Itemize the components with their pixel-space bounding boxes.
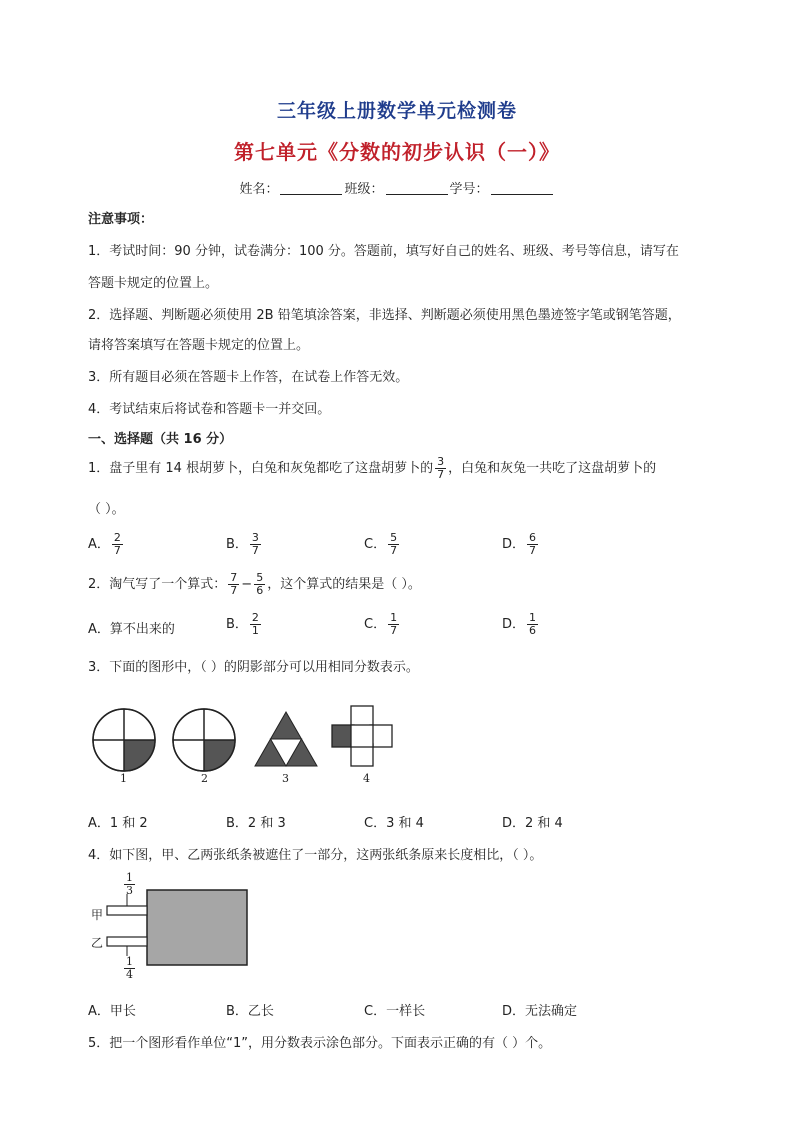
unit-subtitle: 第七单元《分数的初步认识（一）》 <box>234 140 560 164</box>
figure-1-circle <box>93 709 155 771</box>
option-fraction <box>250 612 261 637</box>
frac-denominator: 7 <box>113 544 121 557</box>
option-label: C． <box>364 537 387 552</box>
q3-option-d[interactable]: D．2 和 4 <box>502 816 563 831</box>
frac-denominator: 7 <box>390 544 398 557</box>
question-1-text <box>88 456 656 481</box>
bottom-fraction <box>122 956 137 981</box>
frac-denominator: 6 <box>256 584 264 597</box>
option-fraction <box>388 612 399 637</box>
frac-numerator: 7 <box>230 571 238 584</box>
q2-option-b[interactable] <box>226 612 263 637</box>
frac-denominator: 7 <box>230 584 238 597</box>
q1-fraction <box>435 456 446 481</box>
note-line: 答题卡规定的位置上。 <box>88 276 219 291</box>
frac-denominator: 7 <box>437 468 445 481</box>
option-fraction <box>388 532 399 557</box>
q2-option-d[interactable] <box>502 612 540 637</box>
section-heading: 一、选择题（共 16 分） <box>88 432 233 447</box>
q2-text-part: ，这个算式的结果是（ ）。 <box>267 577 421 592</box>
frac-denominator: 4 <box>126 968 133 981</box>
frac-numerator: 1 <box>126 871 133 884</box>
option-label: B． <box>226 617 248 632</box>
exam-title: 三年级上册数学单元检测卷 <box>276 100 517 122</box>
option-fraction <box>527 532 538 557</box>
q2-text-part: 2．淘气写了一个算式： <box>88 577 227 592</box>
student-info-line <box>0 178 794 197</box>
question-2-text <box>88 572 421 597</box>
notes-heading: 注意事项： <box>88 212 154 227</box>
q1-text-part: ，白兔和灰兔一共吃了这盘胡萝卜的 <box>448 461 657 476</box>
q3-option-c[interactable]: C．3 和 4 <box>364 816 424 831</box>
frac-denominator: 7 <box>390 624 398 637</box>
q4-option-d[interactable]: D．无法确定 <box>502 1004 578 1019</box>
strip-yi <box>107 937 147 946</box>
frac-denominator: 1 <box>251 624 259 637</box>
option-label: A． <box>88 537 110 552</box>
option-fraction <box>112 532 123 557</box>
q2-option-c[interactable] <box>364 612 401 637</box>
figure-label: 3 <box>282 772 289 785</box>
class-blank[interactable] <box>386 182 448 195</box>
option-label: B． <box>226 537 248 552</box>
option-label: D． <box>502 617 526 632</box>
cover-box <box>147 890 247 965</box>
frac-denominator: 6 <box>529 624 537 637</box>
name-blank[interactable] <box>280 182 342 195</box>
id-blank[interactable] <box>491 182 553 195</box>
option-label: D． <box>502 537 526 552</box>
note-line: 1．考试时间：90 分钟，试卷满分：100 分。答题前，填写好自己的姓名、班级、考号等信息，请写在 <box>88 244 679 259</box>
figure-label: 4 <box>363 772 370 785</box>
q1-option-d[interactable] <box>502 532 540 557</box>
frac-numerator: 5 <box>390 531 398 544</box>
strip-jia <box>107 906 147 915</box>
q3-option-a[interactable]: A．1 和 2 <box>88 816 148 831</box>
note-line: 请将答案填写在答题卡规定的位置上。 <box>88 338 310 353</box>
q1-option-a[interactable] <box>88 532 125 557</box>
label-jia: 甲 <box>91 908 104 922</box>
figure-label: 2 <box>201 772 208 785</box>
q4-option-a[interactable]: A．甲长 <box>88 1004 136 1019</box>
frac-numerator: 1 <box>529 611 537 624</box>
question-3-text: 3．下面的图形中，（ ）的阴影部分可以用相同分数表示。 <box>88 660 419 675</box>
note-line: 2．选择题、判断题必须使用 2B 铅笔填涂答案，非选择、判断题必须使用黑色墨迹签字笔或钢笔答题， <box>88 308 681 323</box>
option-label: C． <box>364 617 387 632</box>
name-label: 姓名： <box>239 182 279 197</box>
frac-numerator: 6 <box>529 531 537 544</box>
q4-option-c[interactable]: C．一样长 <box>364 1004 426 1019</box>
id-label: 学号： <box>449 182 489 197</box>
figure-3-triangle <box>255 712 317 766</box>
question-1-blank: （ ）。 <box>88 502 125 517</box>
q4-option-b[interactable]: B．乙长 <box>226 1004 274 1019</box>
fraction <box>124 872 135 897</box>
frac-denominator: 7 <box>251 544 259 557</box>
frac-numerator: 3 <box>437 455 445 468</box>
figure-4-cross <box>332 706 392 766</box>
note-line: 4．考试结束后将试卷和答题卡一并交回。 <box>88 402 331 417</box>
question-4-text: 4．如下图，甲、乙两张纸条被遮住了一部分，这两张纸条原来长度相比，（ ）。 <box>88 848 543 863</box>
frac-numerator: 3 <box>251 531 259 544</box>
figure-2-circle <box>173 709 235 771</box>
frac-denominator: 3 <box>126 884 133 897</box>
q1-option-c[interactable] <box>364 532 401 557</box>
frac-denominator: 7 <box>529 544 537 557</box>
q2-fraction-1 <box>228 572 239 597</box>
label-yi: 乙 <box>91 936 104 950</box>
class-label: 班级： <box>344 182 384 197</box>
minus-sign: − <box>241 577 253 592</box>
figure-label: 1 <box>120 772 127 785</box>
frac-numerator: 5 <box>256 571 264 584</box>
frac-numerator: 2 <box>251 611 259 624</box>
q2-fraction-2 <box>254 572 265 597</box>
q1-text-part: 1．盘子里有 14 根胡萝卜，白兔和灰兔都吃了这盘胡萝卜的 <box>88 461 434 476</box>
option-fraction <box>527 612 538 637</box>
q3-option-b[interactable]: B．2 和 3 <box>226 816 286 831</box>
note-line: 3．所有题目必须在答题卡上作答，在试卷上作答无效。 <box>88 370 409 385</box>
fraction <box>124 956 135 981</box>
frac-numerator: 2 <box>113 531 121 544</box>
q1-option-b[interactable] <box>226 532 263 557</box>
question-5-text: 5．把一个图形看作单位“1”，用分数表示涂色部分。下面表示正确的有（ ）个。 <box>88 1036 552 1051</box>
option-fraction <box>250 532 261 557</box>
frac-numerator: 1 <box>126 955 133 968</box>
top-fraction <box>122 872 137 897</box>
frac-numerator: 1 <box>390 611 398 624</box>
q2-option-a[interactable]: A．算不出来的 <box>88 622 175 637</box>
